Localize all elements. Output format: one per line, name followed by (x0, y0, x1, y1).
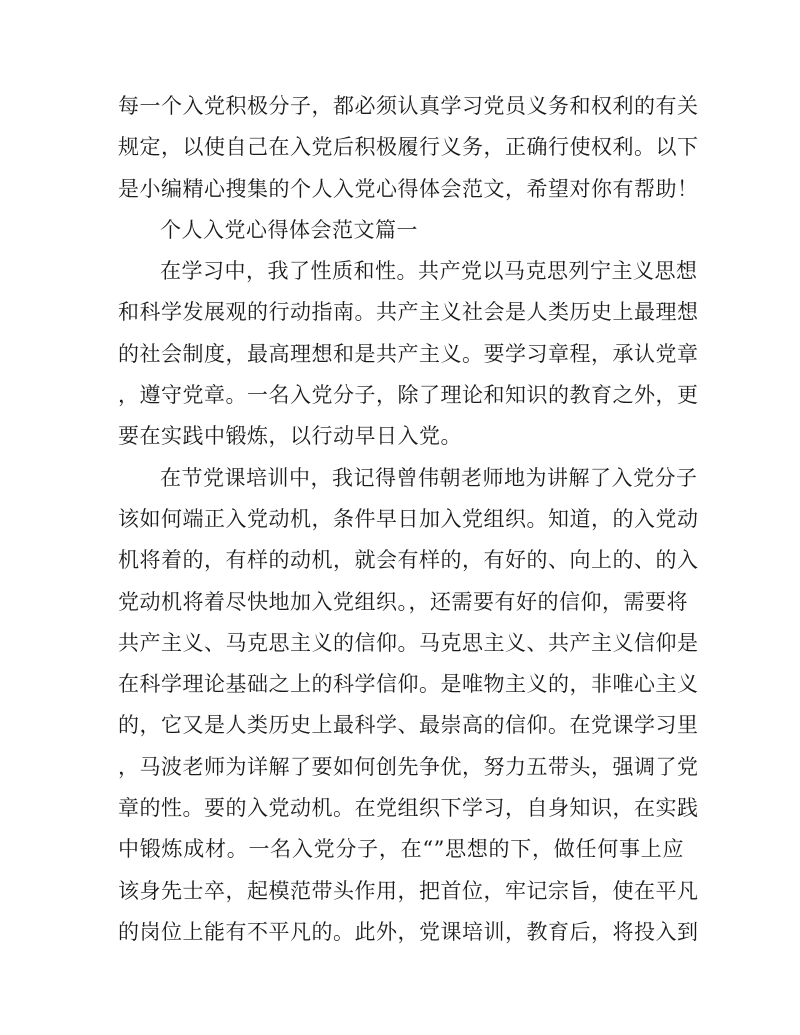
paragraph-line: 的岗位上能有不平凡的。此外，党课培训，教育后，将投入到 (118, 919, 699, 944)
intro-line: 规定，以使自己在入党后积极履行义务，正确行使权利。以下 (118, 135, 699, 160)
intro-line: 是小编精心搜集的个人入党心得体会范文，希望对你有帮助！ (118, 176, 699, 201)
paragraph-line: 党动机将着尽快地加入党组织。，还需要有好的信仰，需要将 (118, 589, 688, 614)
paragraph-line: 的，它又是人类历史上最科学、最崇高的信仰。在党课学习里 (118, 713, 699, 738)
paragraph-line: 的社会制度，最高理想和是共产主义。要学习章程，承认党章 (118, 341, 699, 366)
paragraph-line: 和科学发展观的行动指南。共产主义社会是人类历史上最理想 (118, 300, 699, 325)
paragraph-line: ，马波老师为详解了要如何创先争优，努力五带头，强调了党 (118, 754, 699, 779)
intro-line: 每一个入党积极分子，都必须认真学习党员义务和权利的有关 (118, 94, 699, 118)
section-heading: 个人入党心得体会范文篇一 (160, 217, 418, 242)
paragraph-line: 章的性。要的入党动机。在党组织下学习，自身知识，在实践 (118, 796, 699, 821)
paragraph-line: 该如何端正入党动机，条件早日加入党组织。知道，的入党动 (118, 506, 699, 531)
paragraph-line: 机将着的，有样的动机，就会有样的，有好的、向上的、的入 (118, 548, 699, 573)
paragraph-line: 在科学理论基础之上的科学信仰。是唯物主义的，非唯心主义 (118, 672, 699, 697)
paragraph-line: 在学习中，我了性质和性。共产党以马克思列宁主义思想 (160, 259, 698, 284)
paragraph-line: ，遵守党章。一名入党分子，除了理论和知识的教育之外，更 (118, 383, 699, 408)
paragraph-line: 在节党课培训中，我记得曾伟朝老师地为讲解了入党分子 (160, 465, 698, 490)
paragraph-line: 要在实践中锻炼，以行动早日入党。 (118, 424, 462, 449)
document-page (118, 86, 699, 953)
paragraph-line: 该身先士卒，起模范带头作用，把首位，牢记宗旨，使在平凡 (118, 878, 699, 903)
paragraph-line: 中锻炼成材。一名入党分子，在“”思想的下，做任何事上应 (118, 837, 684, 862)
paragraph-line: 共产主义、马克思主义的信仰。马克思主义、共产主义信仰是 (118, 630, 699, 655)
